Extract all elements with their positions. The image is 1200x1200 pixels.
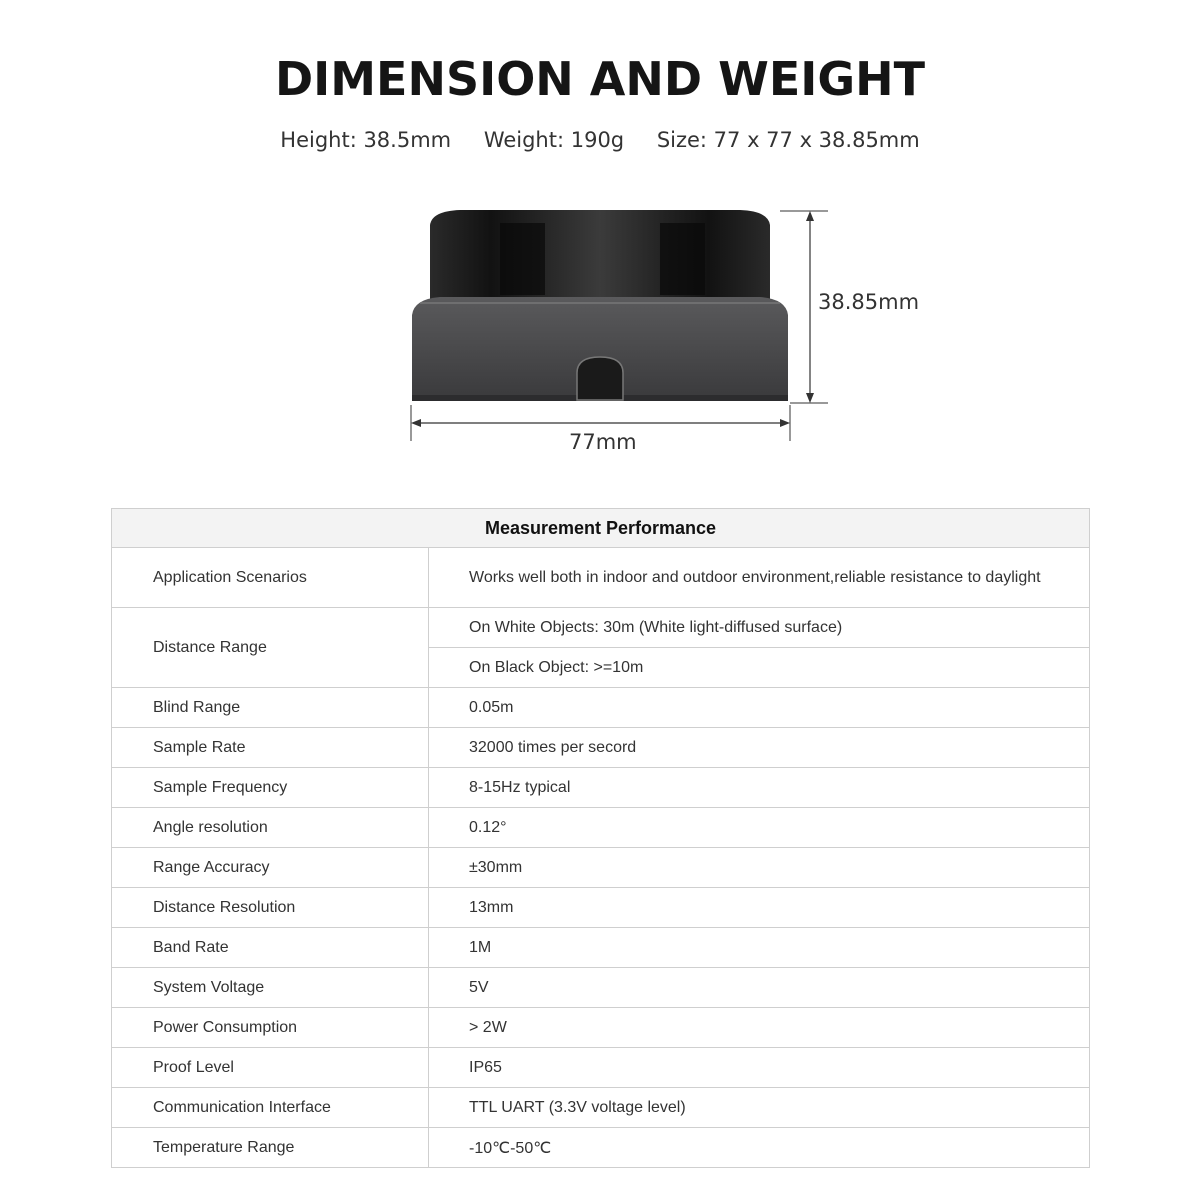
table-row xyxy=(112,1128,1090,1168)
row-value: 32000 times per secord xyxy=(429,728,1090,768)
row-label: Band Rate xyxy=(112,928,429,968)
row-value: -10℃-50℃ xyxy=(429,1128,1090,1168)
size-spec: Size: 77 x 77 x 38.85mm xyxy=(656,128,920,152)
table-row xyxy=(112,928,1090,968)
table-row xyxy=(112,888,1090,928)
width-dimension-label: 77mm xyxy=(569,430,637,454)
row-label: Sample Frequency xyxy=(112,768,429,808)
row-value: > 2W xyxy=(429,1008,1090,1048)
table-row xyxy=(112,1048,1090,1088)
row-value: Works well both in indoor and outdoor environment,reliable resistance to daylight xyxy=(429,548,1090,608)
weight-spec: Weight: 190g xyxy=(483,128,625,152)
table-row xyxy=(112,1088,1090,1128)
table-row xyxy=(112,808,1090,848)
row-label: Temperature Range xyxy=(112,1128,429,1168)
table-row xyxy=(112,608,1090,648)
page-title: DIMENSION AND WEIGHT xyxy=(274,52,926,106)
row-value: TTL UART (3.3V voltage level) xyxy=(429,1088,1090,1128)
row-value: 0.05m xyxy=(429,688,1090,728)
row-label: Communication Interface xyxy=(112,1088,429,1128)
row-label: System Voltage xyxy=(112,968,429,1008)
table-row xyxy=(112,1008,1090,1048)
table-row xyxy=(112,728,1090,768)
row-label: Blind Range xyxy=(112,688,429,728)
row-label: Distance Range xyxy=(112,608,429,688)
row-value: 1M xyxy=(429,928,1090,968)
row-value: 5V xyxy=(429,968,1090,1008)
performance-table xyxy=(111,508,1090,1168)
table-row xyxy=(112,768,1090,808)
table-row xyxy=(112,688,1090,728)
height-dimension-label: 38.85mm xyxy=(818,290,920,314)
lidar-device-image xyxy=(380,195,940,475)
table-row xyxy=(112,848,1090,888)
row-label: Proof Level xyxy=(112,1048,429,1088)
lidar-dimension-figure xyxy=(380,195,940,475)
row-label: Distance Resolution xyxy=(112,888,429,928)
row-label: Power Consumption xyxy=(112,1008,429,1048)
row-label: Range Accuracy xyxy=(112,848,429,888)
table-row xyxy=(112,548,1090,608)
row-value: On White Objects: 30m (White light-diffused surface) xyxy=(429,608,1090,648)
row-label: Angle resolution xyxy=(112,808,429,848)
row-value: ±30mm xyxy=(429,848,1090,888)
table-row xyxy=(112,968,1090,1008)
row-value: 13mm xyxy=(429,888,1090,928)
row-value: 0.12° xyxy=(429,808,1090,848)
height-spec: Height: 38.5mm xyxy=(280,128,452,152)
row-label: Sample Rate xyxy=(112,728,429,768)
table-header: Measurement Performance xyxy=(112,509,1090,548)
spec-summary xyxy=(0,128,1200,152)
row-value: IP65 xyxy=(429,1048,1090,1088)
row-label: Application Scenarios xyxy=(112,548,429,608)
row-value: On Black Object: >=10m xyxy=(429,648,1090,688)
row-value: 8-15Hz typical xyxy=(429,768,1090,808)
